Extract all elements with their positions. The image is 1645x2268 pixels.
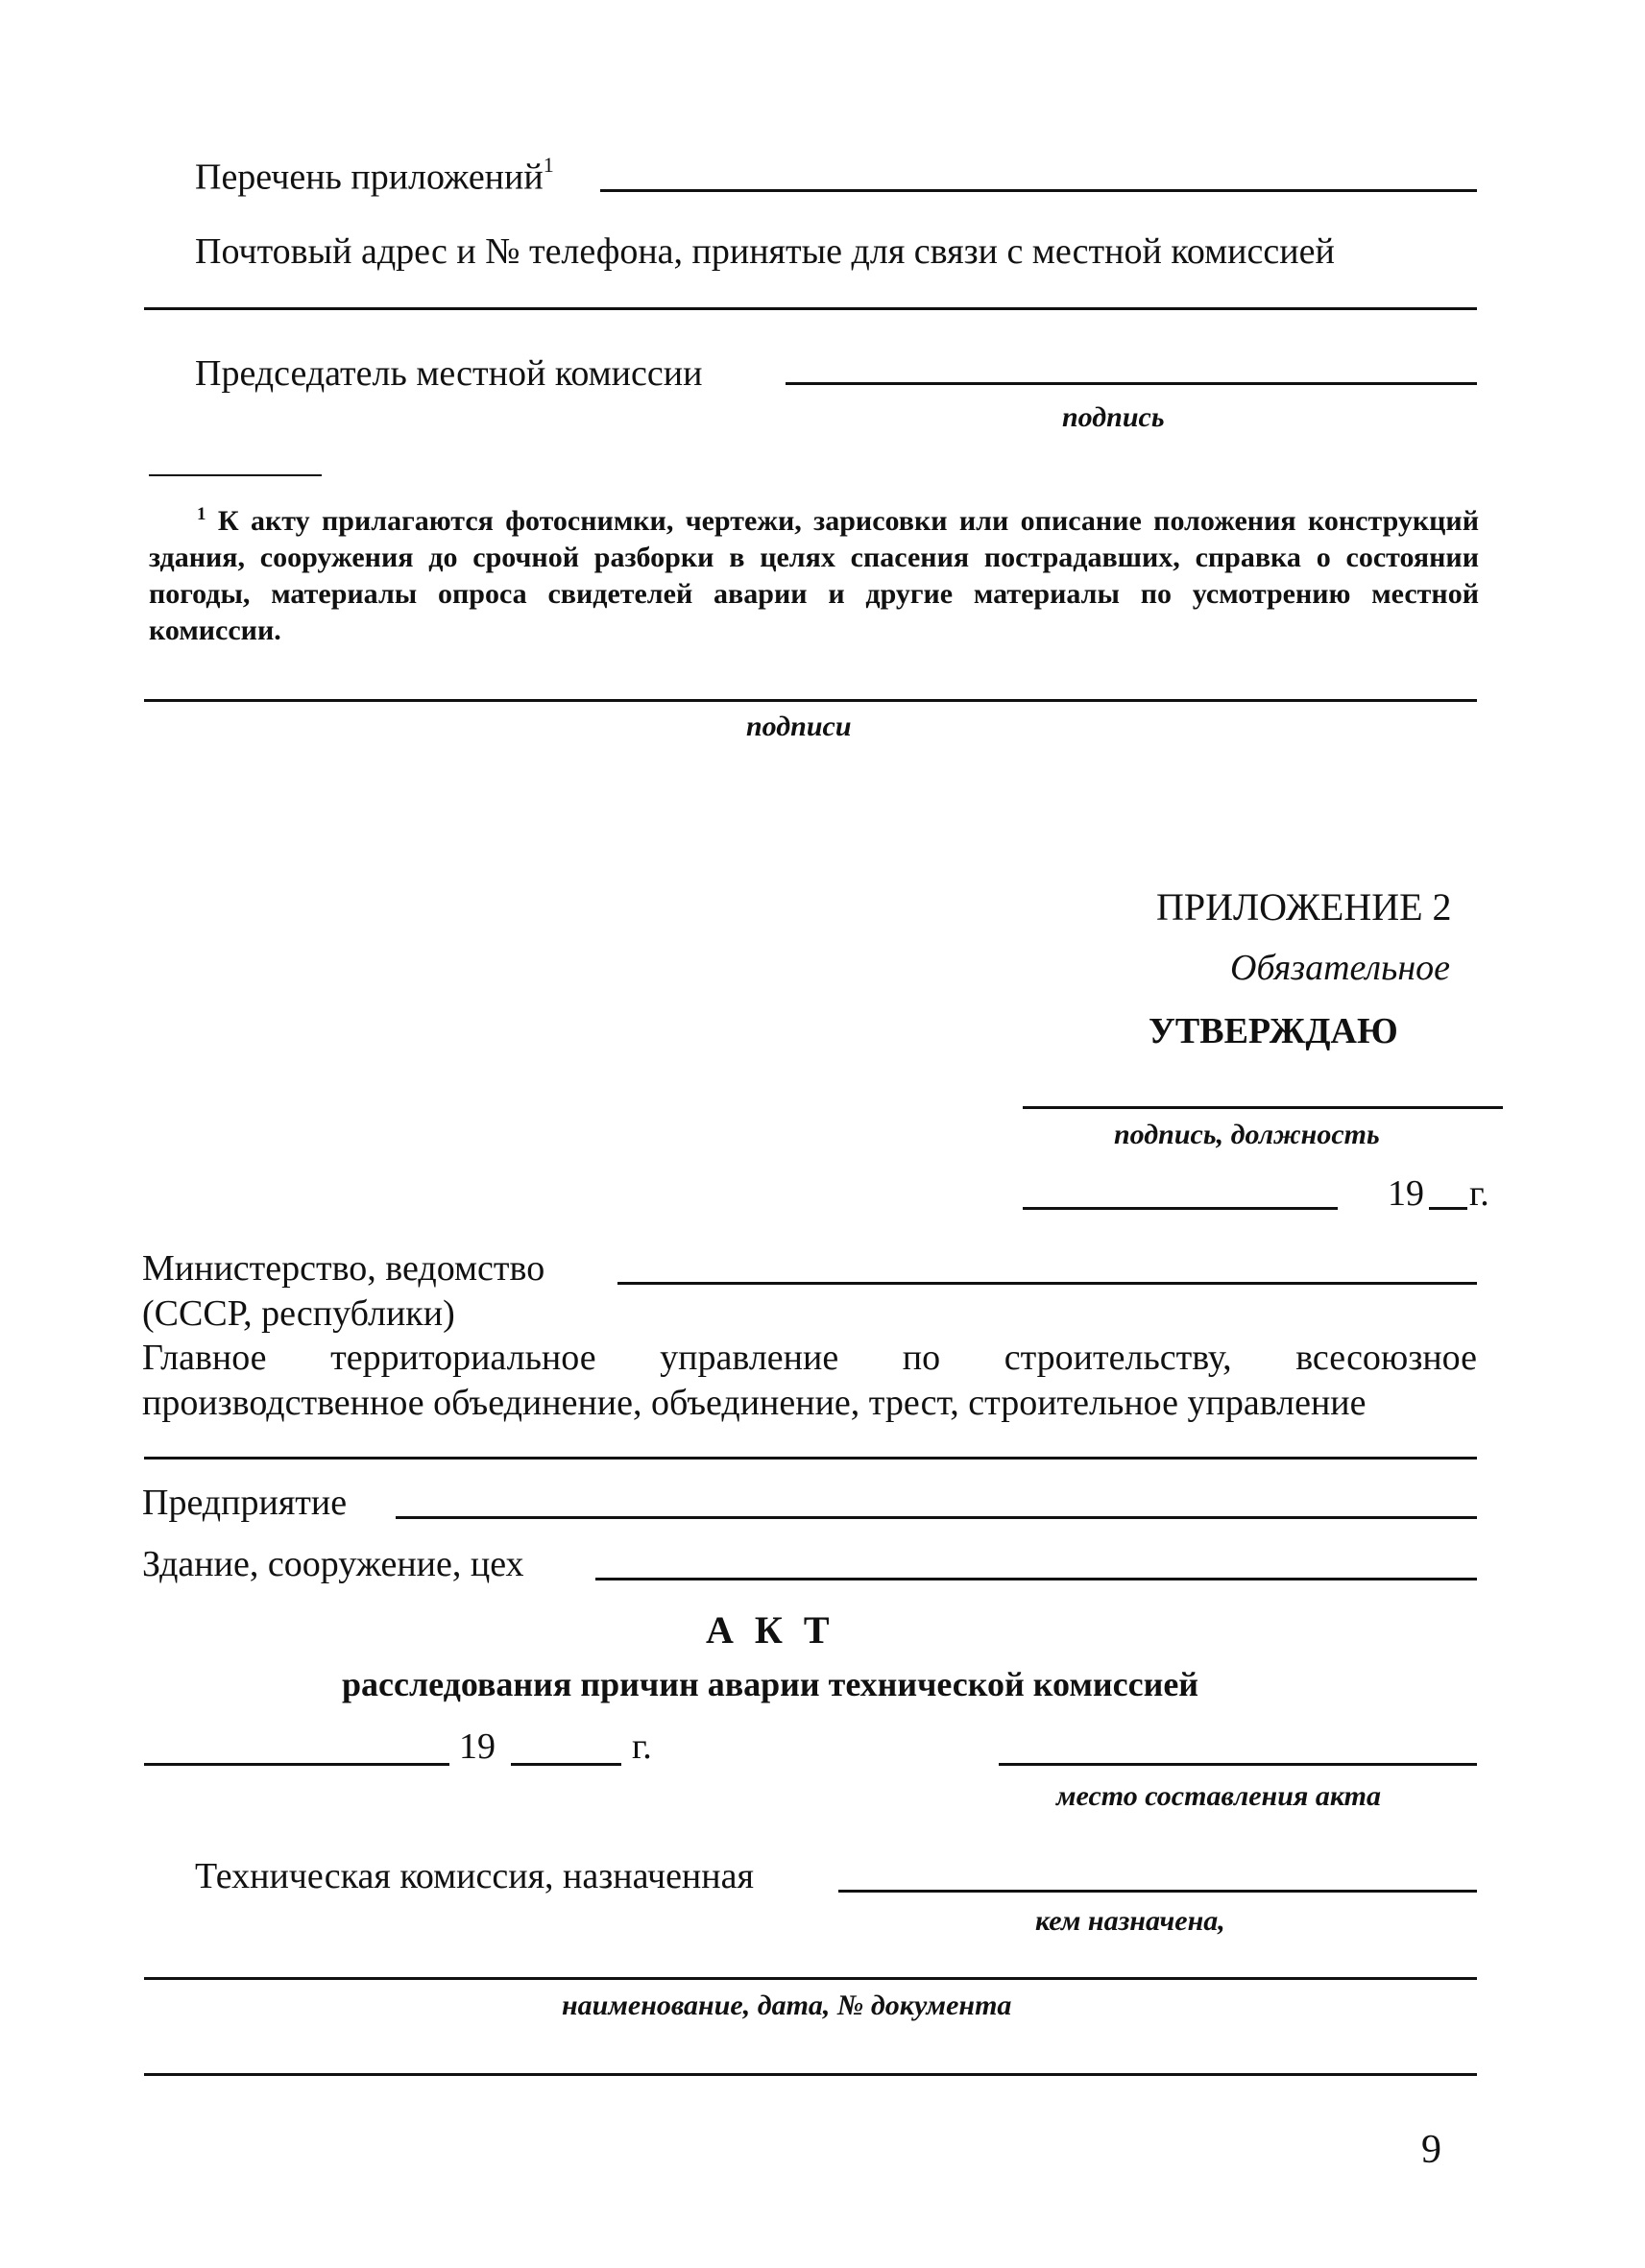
approval-year-suffix: г.: [1469, 1173, 1489, 1214]
signatures-line[interactable]: [144, 699, 1477, 702]
commission-extra-line[interactable]: [144, 2073, 1477, 2076]
ministry-fill-line[interactable]: [617, 1282, 1477, 1285]
approver-signature-line[interactable]: [1023, 1106, 1503, 1109]
approver-signature-caption: подпись, должность: [1114, 1119, 1380, 1150]
act-place-line[interactable]: [999, 1763, 1477, 1766]
attachments-label: Перечень приложений$^1$: [195, 153, 554, 198]
act-date-line[interactable]: [144, 1763, 449, 1766]
building-fill-line[interactable]: [595, 1578, 1477, 1580]
organization-fill-line[interactable]: [144, 1457, 1477, 1460]
footnote-separator: [149, 474, 322, 476]
signatures-caption: подписи: [746, 711, 852, 742]
commission-label: Техническая комиссия, назначенная: [195, 1856, 754, 1896]
appendix-status: Обязательное: [1230, 948, 1451, 988]
act-year-prefix: 19: [459, 1726, 496, 1767]
ministry-sublabel: (СССР, республики): [142, 1293, 455, 1334]
attachments-fill-line[interactable]: [600, 189, 1477, 192]
act-title: А К Т: [706, 1608, 835, 1652]
page-number: 9: [1421, 2128, 1441, 2172]
organization-text: Главное территориальное управление по строительству, всесоюзное производственное объединение, объединение, трест, строительное управление: [142, 1338, 1477, 1423]
enterprise-label: Предприятие: [142, 1483, 348, 1523]
footnote-text: К акту прилагаются фотоснимки, чертежи, зарисовки или описание положения конструкций здания, сооружения до срочной разборки в целях спасения пострадавших, справка о состоянии погоды, материалы опроса свидетелей аварии и другие материалы по усмотрению местной комиссии.: [149, 505, 1479, 646]
footnote: [149, 496, 1479, 649]
building-label: Здание, сооружение, цех: [142, 1544, 524, 1584]
commission-document-caption: наименование, дата, № документа: [562, 1990, 1012, 2021]
commission-fill-line[interactable]: [838, 1890, 1477, 1893]
approval-year-prefix: 19: [1388, 1173, 1424, 1214]
commission-document-line[interactable]: [144, 1977, 1477, 1980]
address-fill-line[interactable]: [144, 307, 1477, 310]
approve-label: УТВЕРЖДАЮ: [1149, 1011, 1398, 1051]
footnote-marker: 1: [197, 504, 206, 524]
chairman-label: Председатель местной комиссии: [195, 353, 703, 394]
approval-date-line[interactable]: [1023, 1207, 1338, 1210]
appendix-title: ПРИЛОЖЕНИЕ 2: [1156, 885, 1452, 929]
chairman-signature-caption: подпись: [1062, 401, 1165, 433]
commission-appointed-caption: кем назначена,: [1035, 1905, 1225, 1937]
act-year-suffix: г.: [632, 1726, 652, 1767]
approval-year-line[interactable]: [1429, 1207, 1467, 1210]
enterprise-fill-line[interactable]: [396, 1516, 1477, 1519]
address-label: Почтовый адрес и № телефона, принятые для связи с местной комиссией: [195, 231, 1335, 272]
ministry-label: Министерство, ведомство: [142, 1248, 545, 1289]
attachments-footnote-ref: 1: [543, 153, 554, 177]
act-place-caption: место составления акта: [1056, 1780, 1381, 1812]
chairman-signature-line[interactable]: [786, 382, 1477, 385]
act-year-line[interactable]: [511, 1763, 621, 1766]
act-subtitle: расследования причин аварии технической комиссией: [342, 1665, 1199, 1703]
